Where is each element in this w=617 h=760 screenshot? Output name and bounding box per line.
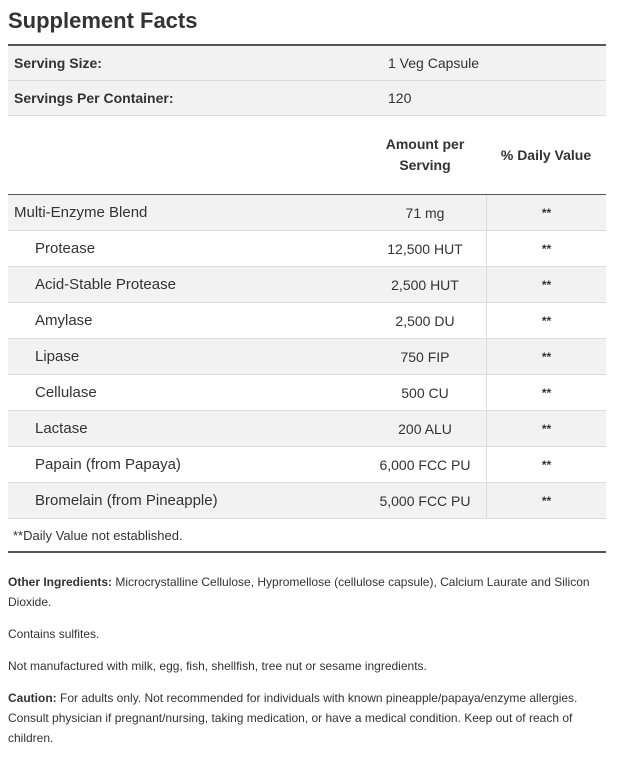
ingredient-amount: 2,500 HUT	[391, 276, 459, 293]
caution-note	[8, 688, 598, 748]
other-ingredients-label: Other Ingredients:	[8, 575, 113, 589]
servings-per-container-label: Servings Per Container:	[14, 90, 174, 106]
sulfites-note: Contains sulfites.	[8, 627, 100, 641]
label-notes	[8, 572, 598, 760]
table-row	[8, 447, 606, 483]
ingredient-daily-value: **	[486, 339, 606, 374]
allergen-note: Not manufactured with milk, egg, fish, shellfish, tree nut or sesame ingredients.	[8, 659, 427, 673]
ingredient-amount: 500 CU	[401, 384, 449, 401]
other-ingredients-text: Microcrystalline Cellulose, Hypromellose (cellulose capsule), Calcium Laurate and Silicon Dioxide.	[8, 575, 590, 609]
ingredient-daily-value: **	[486, 303, 606, 338]
ingredient-name: Amylase	[35, 312, 93, 329]
ingredient-daily-value: **	[486, 231, 606, 266]
ingredient-name: Multi-Enzyme Blend	[14, 204, 148, 221]
servings-per-container-value: 120	[388, 90, 412, 106]
ingredient-daily-value: **	[486, 375, 606, 410]
daily-value-header: % Daily Value	[500, 147, 592, 163]
ingredient-amount: 750 FIP	[400, 348, 450, 365]
table-row	[8, 195, 606, 231]
table-row	[8, 483, 606, 519]
serving-size-value: 1 Veg Capsule	[388, 55, 480, 71]
table-row	[8, 303, 606, 339]
ingredient-name: Acid-Stable Protease	[35, 276, 176, 293]
caution-label: Caution:	[8, 691, 57, 705]
amount-per-serving-header: Amount per Serving	[385, 136, 465, 173]
ingredient-amount: 5,000 FCC PU	[379, 492, 471, 509]
table-row	[8, 411, 606, 447]
other-ingredients	[8, 572, 598, 612]
page-title: Supplement Facts	[8, 8, 198, 33]
ingredient-amount: 6,000 FCC PU	[379, 456, 471, 473]
serving-size-label: Serving Size:	[14, 55, 102, 71]
table-header	[8, 116, 606, 195]
table-row	[8, 231, 606, 267]
table-row	[8, 267, 606, 303]
table-row	[8, 339, 606, 375]
ingredient-name: Lactase	[35, 420, 88, 437]
ingredient-amount: 12,500 HUT	[387, 240, 463, 257]
servings-per-container-row	[8, 81, 606, 116]
ingredient-name: Protease	[35, 240, 96, 257]
ingredient-daily-value: **	[486, 267, 606, 302]
ingredient-name: Bromelain (from Pineapple)	[35, 492, 218, 509]
ingredient-daily-value: **	[486, 195, 606, 230]
ingredient-name: Cellulase	[35, 384, 97, 401]
ingredient-amount: 71 mg	[405, 204, 445, 221]
table-row	[8, 375, 606, 411]
caution-text: For adults only. Not recommended for individuals with known pineapple/papaya/enzyme allergies. Consult physician if pregnant/nursing, taking medication, or have a medical condition. Keep out of reach of children.	[8, 691, 578, 745]
daily-value-footnote: **Daily Value not established.	[8, 519, 606, 553]
supplement-facts-table	[8, 44, 606, 553]
ingredient-daily-value: **	[486, 447, 606, 482]
ingredient-name: Papain (from Papaya)	[35, 456, 181, 473]
ingredient-amount: 200 ALU	[398, 420, 452, 437]
ingredient-amount: 2,500 DU	[395, 312, 455, 329]
serving-size-row	[8, 46, 606, 81]
ingredient-daily-value: **	[486, 483, 606, 518]
ingredient-name: Lipase	[35, 348, 80, 365]
ingredient-rows	[8, 195, 606, 519]
ingredient-daily-value: **	[486, 411, 606, 446]
